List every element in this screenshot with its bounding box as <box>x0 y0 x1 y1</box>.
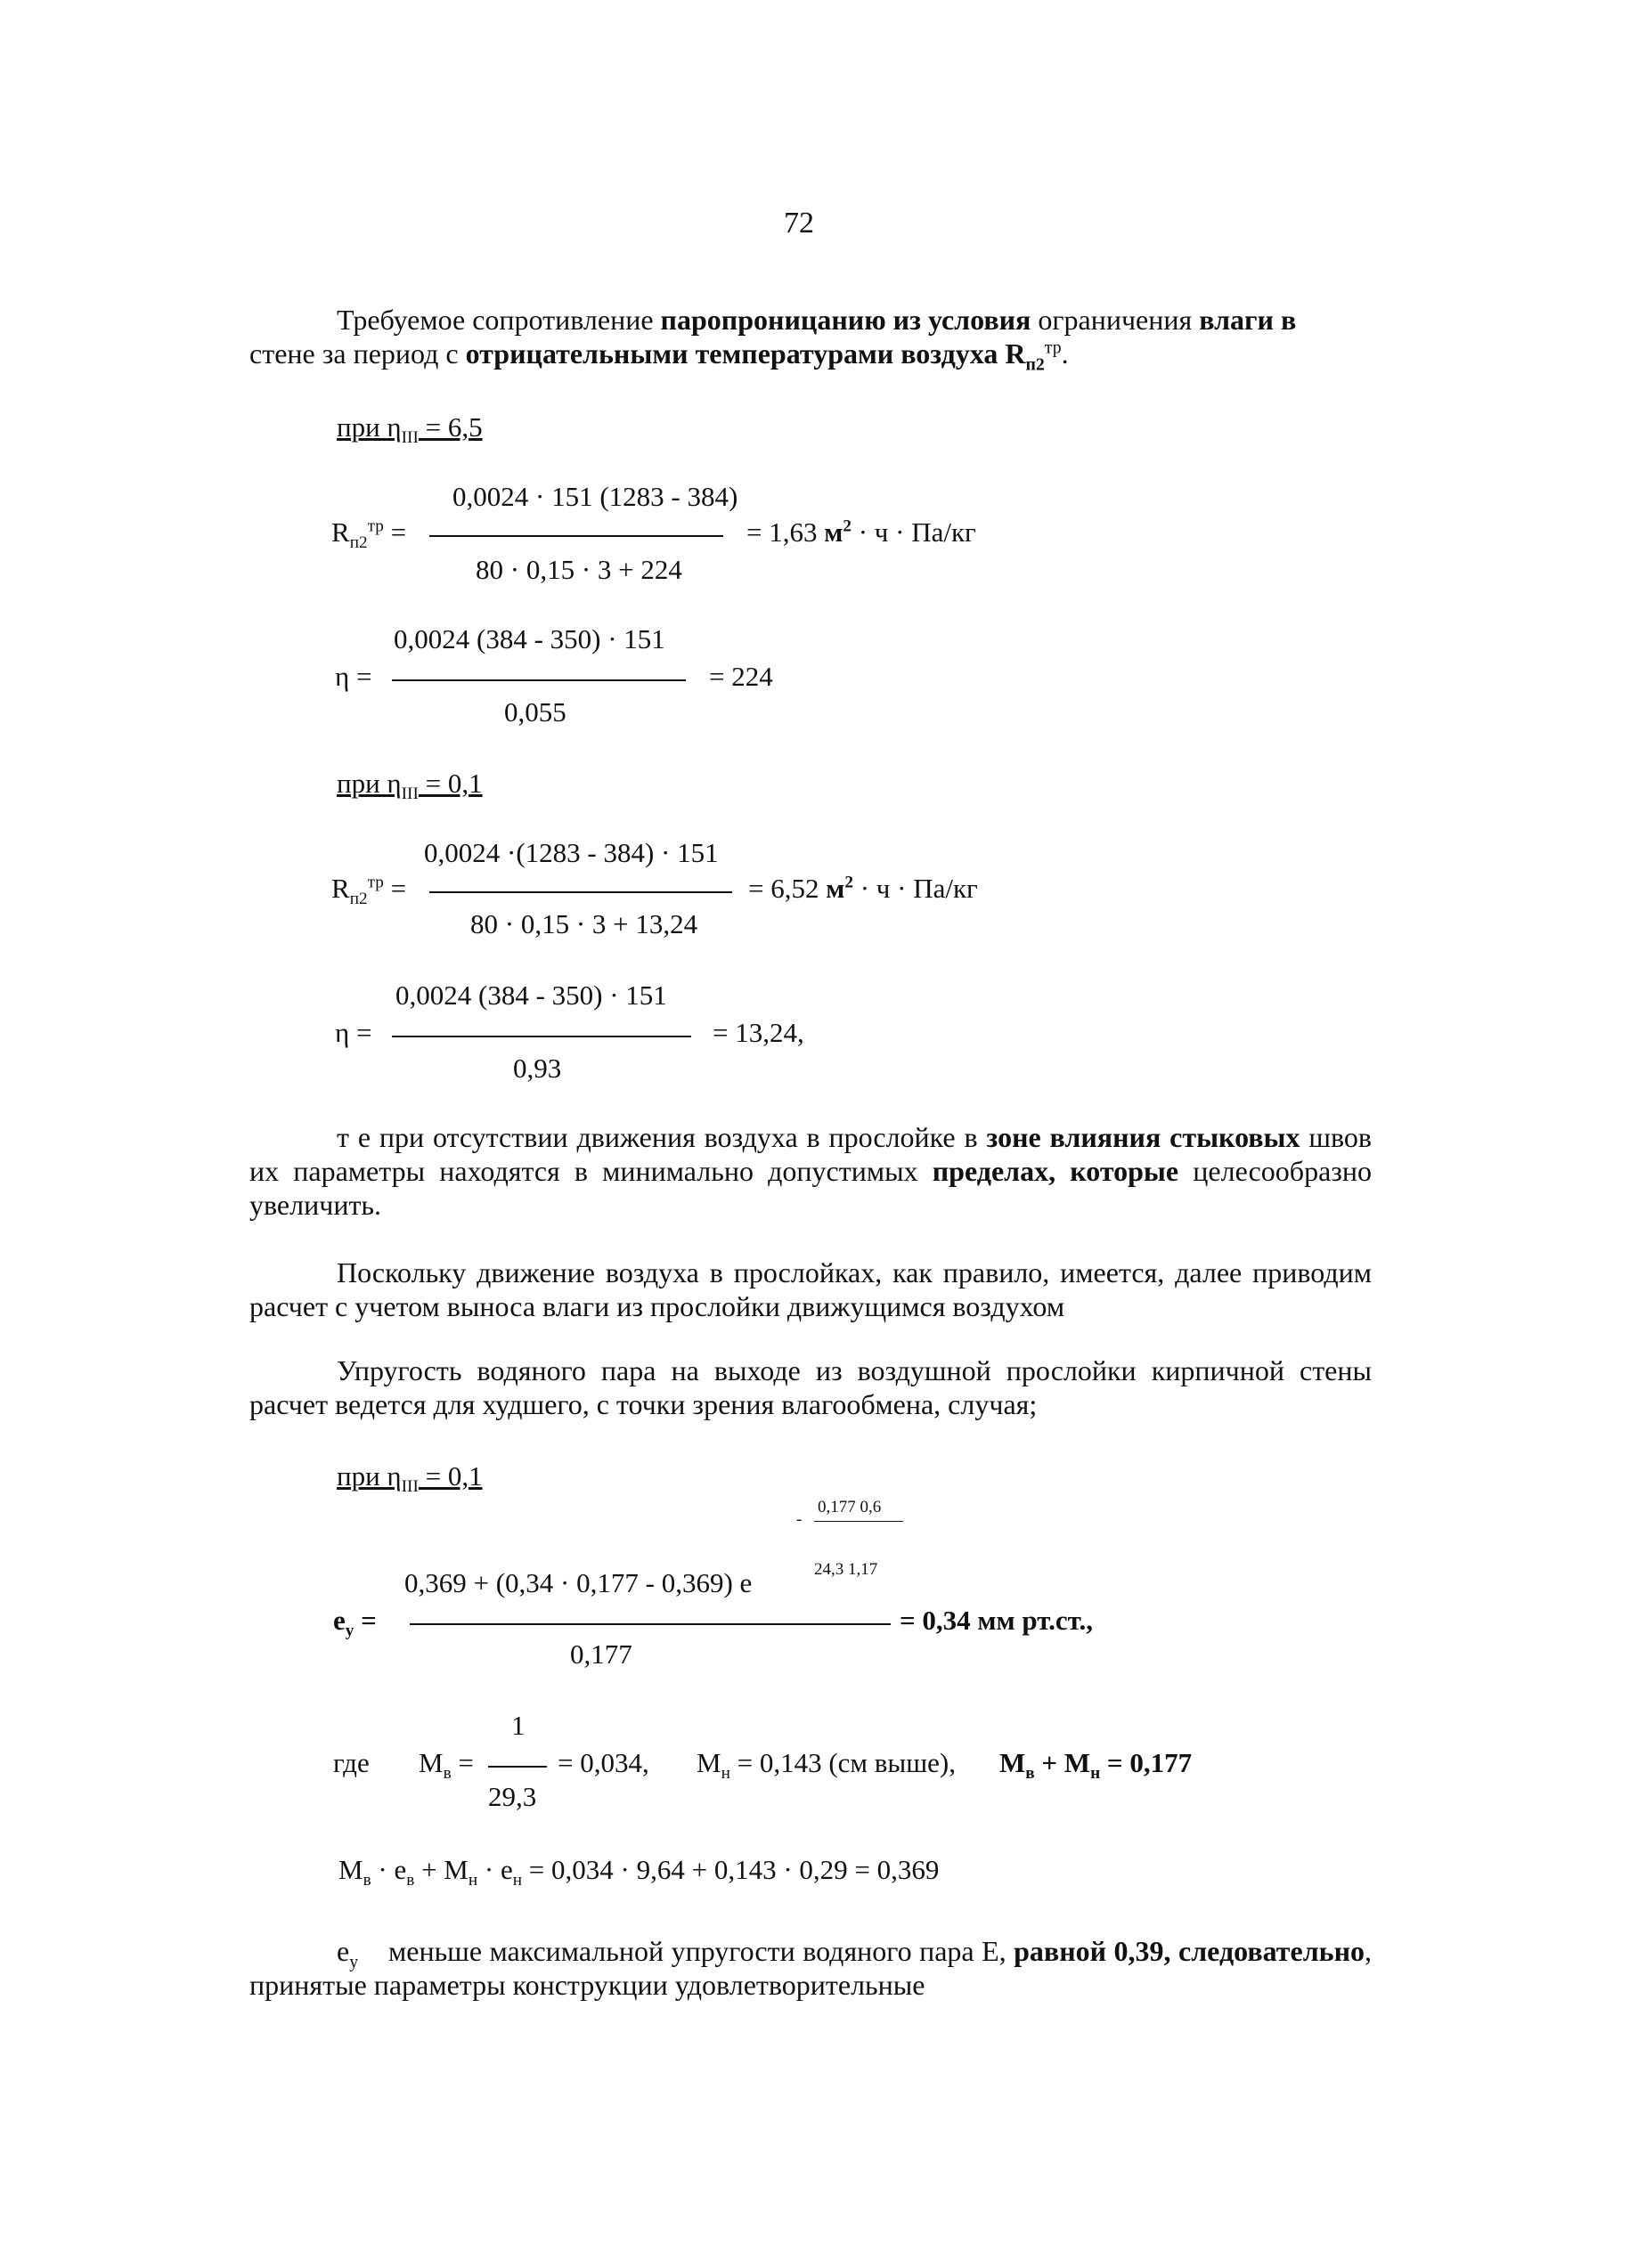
formula-numerator: 0,0024 (384 - 350) · 151 <box>394 623 665 654</box>
formula-lhs: η = <box>335 661 372 692</box>
fraction-bar <box>429 891 732 893</box>
bold-text: равной 0,39, <box>1014 1935 1171 1967</box>
formula-numerator: 0,0024 (384 - 350) · 151 <box>395 980 667 1011</box>
exponent-numerator: 0,177 0,6 <box>818 1498 882 1516</box>
formula-denominator: 0,177 <box>570 1638 632 1670</box>
exponent-denominator: 24,3 1,17 <box>814 1560 878 1579</box>
fraction-bar <box>410 1623 891 1625</box>
mv-lhs: $M_в$ = <box>419 1747 474 1784</box>
bold-text: пределах, которые <box>932 1155 1179 1187</box>
fraction-bar <box>488 1766 547 1768</box>
where-label: где <box>333 1747 370 1778</box>
bold-text: зоне влияния стыковых <box>986 1121 1300 1153</box>
formula-denominator: 0,93 <box>513 1053 562 1084</box>
fraction-bar <box>392 679 686 681</box>
formula-result: = 0,34 мм рт.ст., <box>900 1605 1094 1636</box>
superscript: тр <box>1044 337 1062 358</box>
text: , принятые параметры конструкции удовлетворительные <box>249 1935 1373 2001</box>
paragraph-required-resistance <box>249 303 1372 375</box>
subscript: п2 <box>1025 354 1045 375</box>
exponent-minus: - <box>796 1510 803 1529</box>
exponent-fraction-bar <box>814 1521 903 1522</box>
paragraph-conclusion <box>249 1120 1372 1222</box>
fraction-denominator: 29,3 <box>488 1781 537 1812</box>
fraction-bar <box>392 1036 691 1037</box>
text: ограничения <box>1031 304 1200 336</box>
mn-text: $M_н = 0,143$ (см выше), <box>697 1747 956 1784</box>
page-number: 72 <box>784 207 814 240</box>
formula-lhs: η = <box>335 1017 372 1048</box>
bold-text: влаги в <box>1199 304 1297 336</box>
text: т е при отсутствии движения воздуха в прослойке в <box>337 1121 987 1153</box>
formula-result: = 1,63 $м^2 \cdot ч \cdot Па/кг$ <box>746 516 976 548</box>
text: Упругость водяного пара на выходе из воздушной прослойки кирпичной стены расчет ведется для худшего, с точки зрения влагообмена, случая; <box>249 1354 1372 1420</box>
subscript: у <box>349 1952 359 1972</box>
formula-lhs: $e_у$ = <box>333 1605 377 1641</box>
mv-value: = 0,034, <box>558 1747 649 1778</box>
paragraph-vapor-pressure <box>249 1353 1372 1421</box>
formula-result: = 224 <box>709 661 773 692</box>
formula-numerator: 0,0024 · 151 (1283 - 384) <box>452 481 738 512</box>
formula-lhs: $R_{п2}^{тр}$ = <box>331 873 407 909</box>
formula-numerator: 0,0024 ·(1283 - 384) · 151 <box>424 837 719 868</box>
text: целесообразно увеличить. <box>249 1155 1373 1221</box>
paragraph-final <box>249 1934 1372 2002</box>
bold-text: паропроницанию из условия <box>660 304 1031 336</box>
condition-case1: при $\eta_{III} = 6,5$ <box>337 411 483 448</box>
formula-result: = 13,24, <box>713 1017 804 1048</box>
formula-denominator: 80 · 0,15 · 3 + 13,24 <box>470 908 698 939</box>
text: меньше максимальной упругости водяного пара E, <box>388 1935 1015 1967</box>
formula-denominator: 0,055 <box>504 696 566 728</box>
bold-text: следовательно <box>1178 1935 1365 1967</box>
formula-numerator: 0,369 + (0,34 · 0,177 - 0,369) e <box>404 1567 753 1598</box>
fraction-bar <box>429 535 723 537</box>
mass-sum: $M_в + M_н = 0,177$ <box>999 1747 1193 1784</box>
formula-result: = 6,52 $м^2 \cdot ч \cdot Па/кг$ <box>748 873 978 904</box>
bold-text: отрицательными температурами воздуха R <box>465 337 1026 370</box>
formula-denominator: 80 · 0,15 · 3 + 224 <box>476 554 682 585</box>
text: Поскольку движение воздуха в прослойках, как правило, имеется, далее приводим расчет с учетом выноса влаги из прослойки движущимся воздухом <box>249 1256 1372 1322</box>
paragraph-air-movement <box>249 1256 1372 1323</box>
formula-lhs: $R_{п2}^{тр}$ = <box>331 516 407 553</box>
text: Требуемое сопротивление <box>337 304 661 336</box>
text: швов их параметры находятся в минимально допустимых <box>249 1121 1373 1187</box>
text: стене за период с <box>249 337 466 370</box>
formula-mass-pressure: $M_в \cdot e_в + M_н \cdot e_н = 0,034 \cdot 9,64 + 0,143 \cdot 0,29 = 0,369$ <box>338 1854 940 1890</box>
fraction-numerator: 1 <box>511 1710 526 1741</box>
condition-case2: при $\eta_{III} = 0,1$ <box>337 768 483 804</box>
text: . <box>1061 337 1069 370</box>
condition-case3: при $\eta_{III} = 0,1$ <box>337 1460 483 1497</box>
ey-symbol: e <box>337 1935 350 1967</box>
